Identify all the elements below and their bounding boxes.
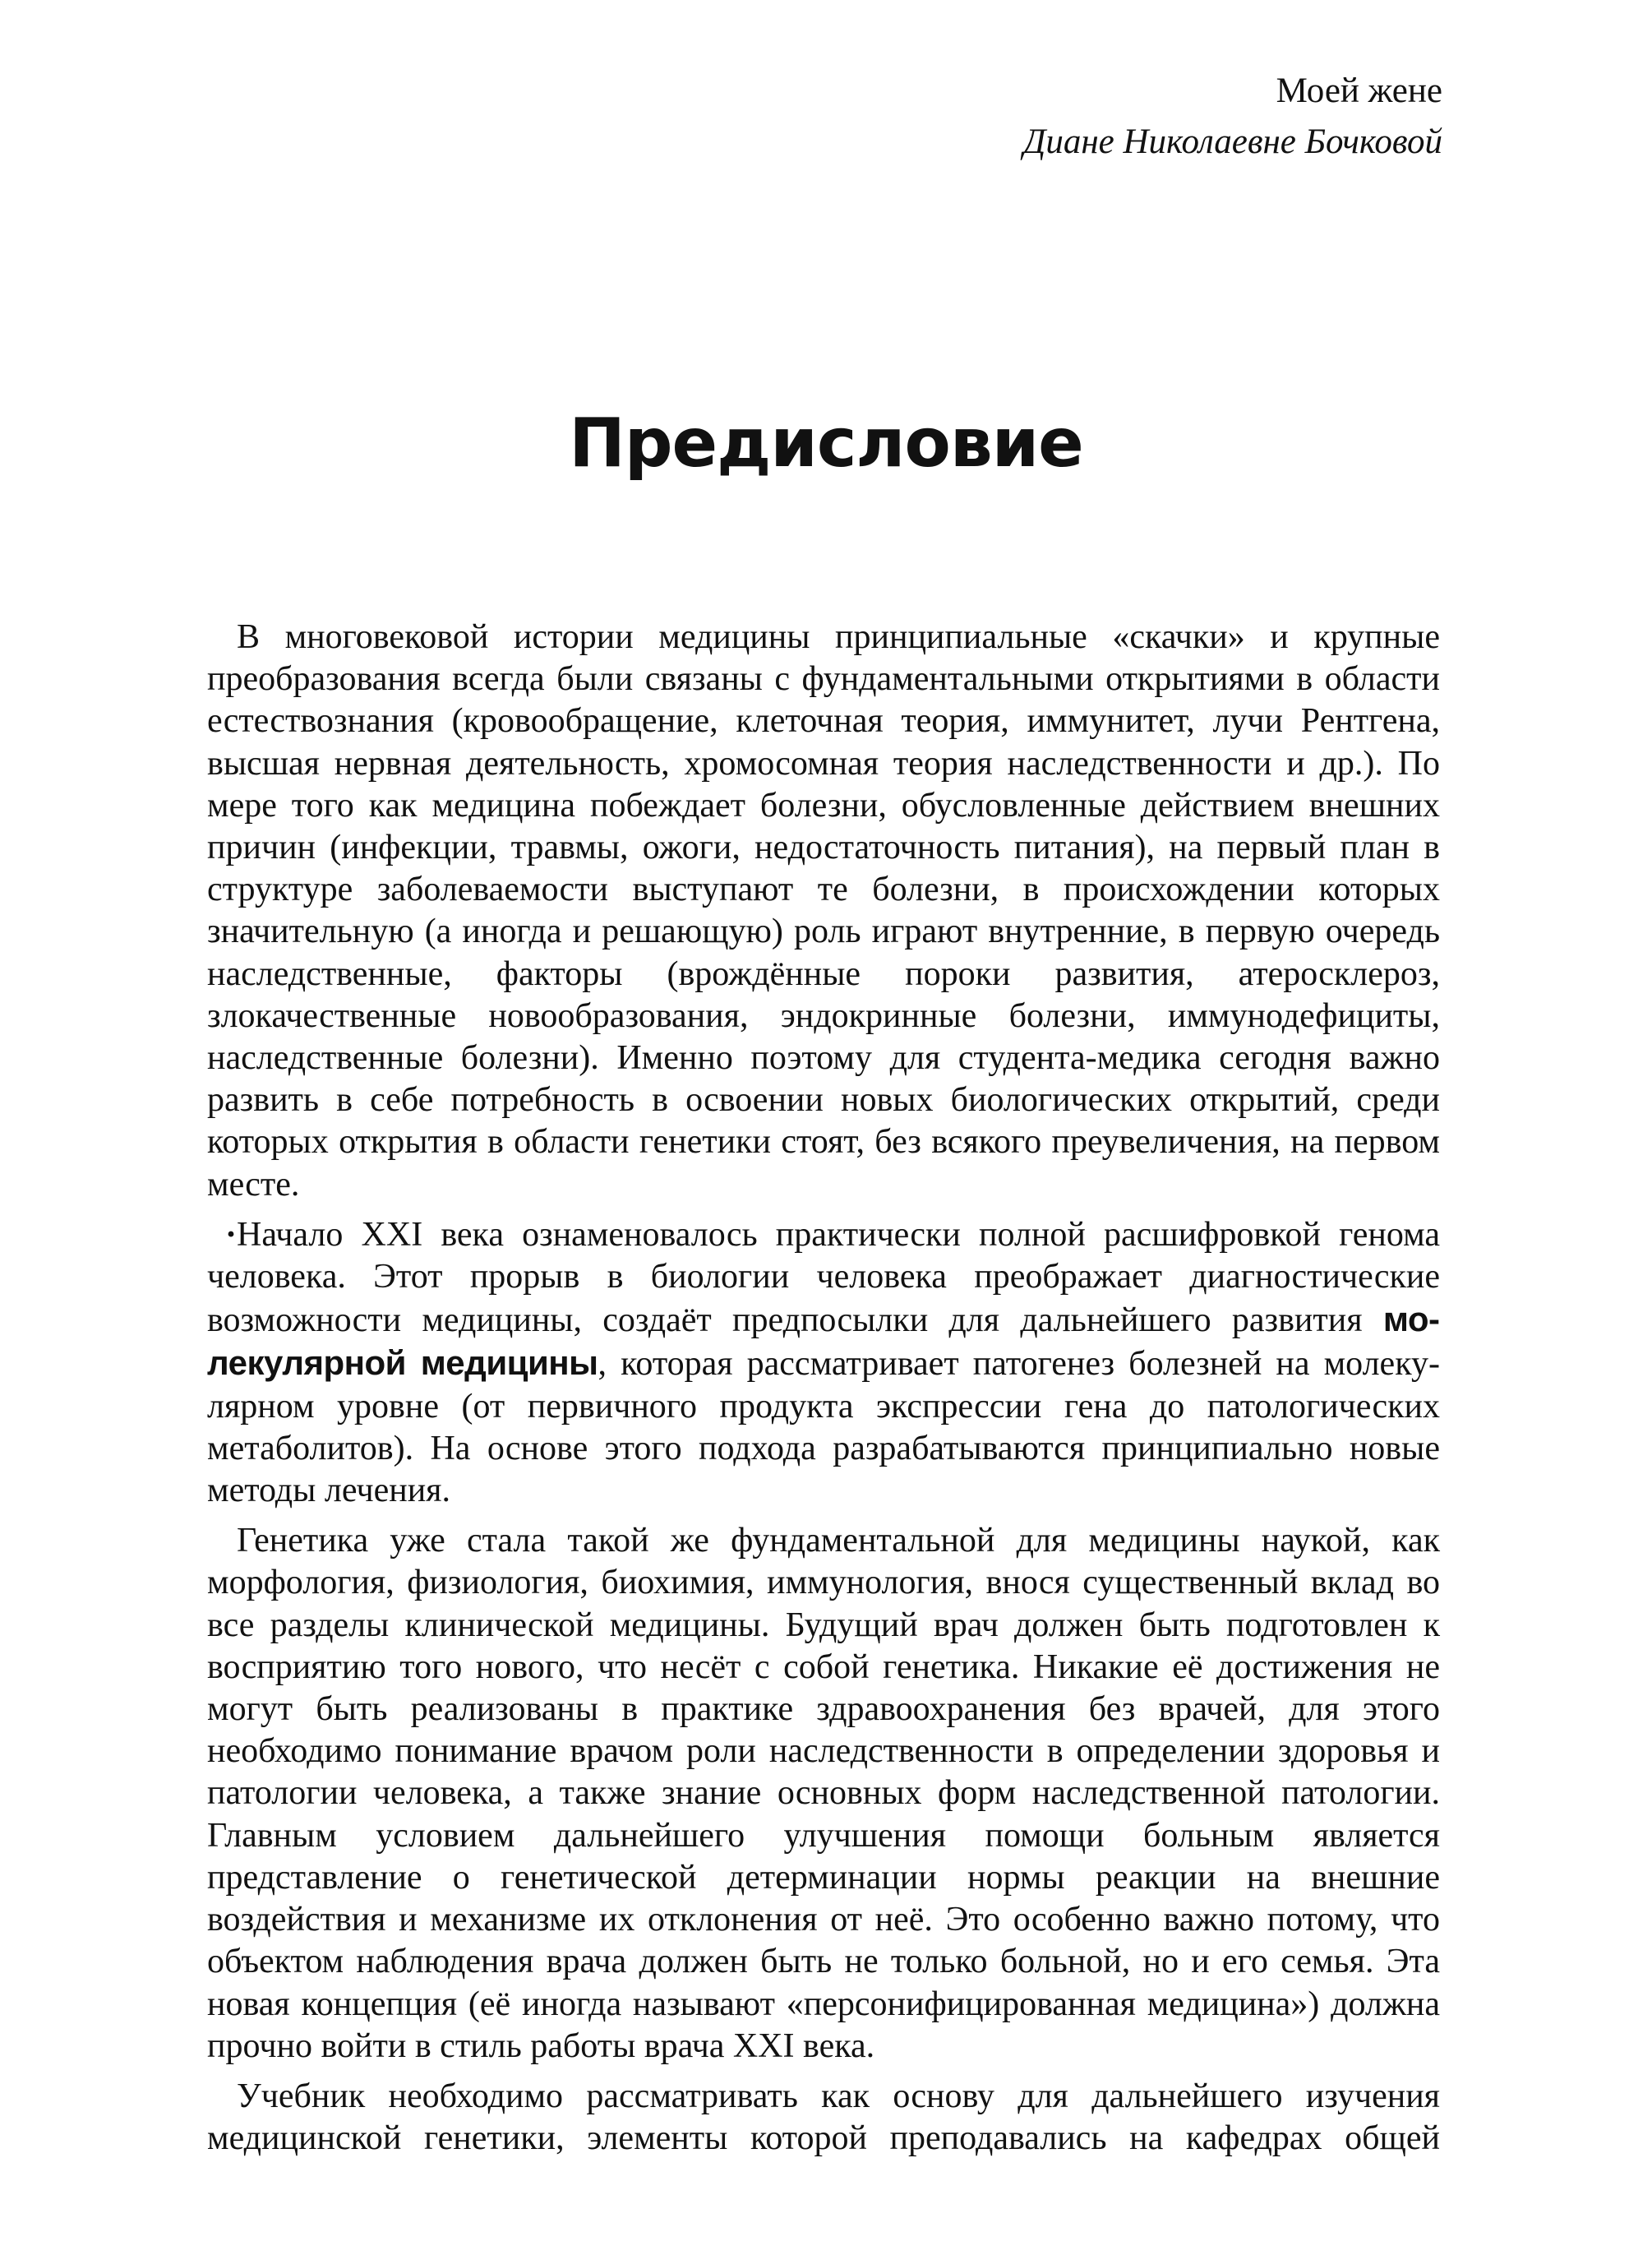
paragraph-2-text-start: Начало XXI века ознаменовалось практически полной расшифровкой генома человека. Этот прорыв в биологии человека преображает диагностические возможности медицины, создаёт предпосылки для дальнейшего развития xyxy=(207,1215,1440,1340)
paragraph-4 xyxy=(207,2076,1440,2160)
dedication xyxy=(538,66,1442,168)
paragraph-1 xyxy=(207,617,1440,1206)
paragraph-2 xyxy=(207,1214,1440,1512)
paragraph-1-text: В многовековой истории медицины принципиальные «скачки» и крупные преобразования всегда были связаны с фундаментальными открытиями в области естествознания (кровообращение, клеточная теория, иммунитет, лучи Рентгена, высшая нервная деятельность, хромосомная теория наследственности и др.). По мере того как медицина побеждает болезни, обусловленные действием внешних причин (инфекции, травмы, ожоги, недостаточность питания), на первый план в структуре заболеваемости выступают те болезни, в происхождении которых значительную (а иногда и решающую) роль играют внутренние, в первую очередь наследственные, факторы (врождённые пороки развития, атеросклероз, злокачественные новообразования, эндокринные болезни, иммунодефициты, наследственные болезни). Именно поэтому для студента-медика сегодня важно развить в себе потребность в освоении новых биологических открытий, среди которых открытия в области генетики стоят, без всякого преувеличения, на первом месте. xyxy=(207,618,1440,1204)
paragraph-4-text: Учебник необходимо рассматривать как основу для дальнейшего изучения медицинской генетики, элементы которой преподавались на кафедрах общей xyxy=(207,2077,1440,2158)
bold-term-molecular-medicine: молекулярной медицины xyxy=(207,1300,1440,1383)
stray-mark: · xyxy=(225,1215,238,1254)
dedication-line-1: Моей жене xyxy=(1276,72,1442,110)
paragraph-3 xyxy=(207,1520,1440,2068)
page-title: Предисловие xyxy=(569,404,1083,483)
paragraph-2-text-end: , которая рассматривает патогенез болезней на молекулярном уровне (от первичного продукта экспрессии гена до патологических метаболитов). На основе этого подхода разрабатываются принципиально новые методы лечения. xyxy=(207,1345,1441,1510)
paragraph-3-text: Генетика уже стала такой же фундаментальной для медицины наукой, как морфология, физиология, биохимия, иммунология, внося существенный вклад во все разделы клинической медицины. Будущий врач должен быть подготовлен к восприятию того нового, что несёт с собой генетика. Никакие её достижения не могут быть реализованы в практике здравоохранения без врачей, для этого необходимо понимание врачом роли наследственности в определении здоровья и патологии человека, а также знание основных форм наследственной патологии. Главным условием дальнейшего улучшения помощи больным является представление о генетической детерминации нормы реакции на внешние воздействия и механизме их отклонения от неё. Это особенно важно потому, что объектом наблюдения врача должен быть не только больной, но и его семья. Эта новая концепция (её иногда называют «персонифицированная медицина») должна прочно войти в стиль работы врача XXI века. xyxy=(207,1522,1440,2065)
preface-body xyxy=(207,617,1440,2168)
dedication-line-2: Диане Николаевне Бочковой xyxy=(1022,122,1442,161)
